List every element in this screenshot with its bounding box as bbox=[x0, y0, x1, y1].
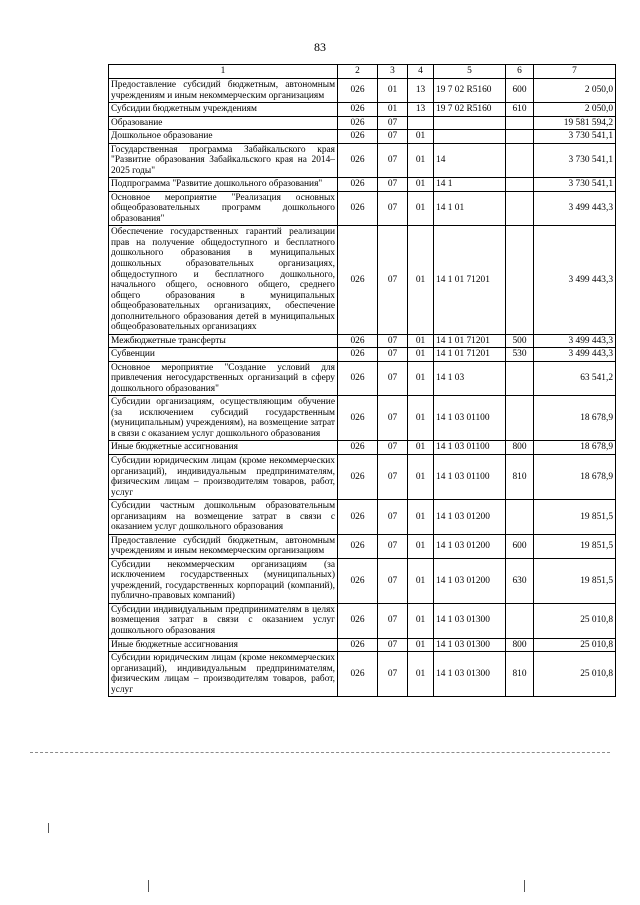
grbs-cell: 026 bbox=[338, 396, 378, 441]
target-article-cell: 14 1 bbox=[434, 178, 506, 192]
expense-type-cell: 530 bbox=[506, 348, 534, 362]
table-row bbox=[109, 652, 616, 697]
amount-cell: 19 851,5 bbox=[534, 500, 616, 535]
subsection-cell: 01 bbox=[408, 334, 434, 348]
subsection-cell: 01 bbox=[408, 652, 434, 697]
amount-cell: 2 050,0 bbox=[534, 79, 616, 103]
row-name-cell: Обеспечение государственных гарантий реализации прав на получение общедоступного и бесплатного дошкольного образования в муниципальных дошкольных образовательных организациях, общедоступного и бесплатного дошкольного, начального общего, основного общего, среднего общего образования в муниципальных общеобразовательных организациях, обеспечение дополнительного образования детей в муниципальных общеобразовательных организациях bbox=[109, 226, 338, 334]
grbs-cell: 026 bbox=[338, 143, 378, 178]
subsection-cell: 01 bbox=[408, 558, 434, 603]
expense-type-cell bbox=[506, 396, 534, 441]
grbs-cell: 026 bbox=[338, 348, 378, 362]
expense-type-cell: 500 bbox=[506, 334, 534, 348]
target-article-cell: 14 1 03 01100 bbox=[434, 396, 506, 441]
subsection-cell: 01 bbox=[408, 361, 434, 396]
scan-artifact-mark bbox=[148, 880, 149, 892]
expense-type-cell: 610 bbox=[506, 103, 534, 117]
amount-cell: 3 730 541,1 bbox=[534, 143, 616, 178]
target-article-cell: 14 1 03 01100 bbox=[434, 455, 506, 500]
amount-cell: 3 499 443,3 bbox=[534, 226, 616, 334]
row-name-cell: Субсидии юридическим лицам (кроме некоммерческих организаций), индивидуальным предпринимателям, физическим лицам – производителям товаров, работ, услуг bbox=[109, 652, 338, 697]
expense-type-cell bbox=[506, 178, 534, 192]
amount-cell: 3 499 443,3 bbox=[534, 191, 616, 226]
grbs-cell: 026 bbox=[338, 130, 378, 144]
amount-cell: 25 010,8 bbox=[534, 603, 616, 638]
row-name-cell: Государственная программа Забайкальского края "Развитие образования Забайкальского края на 2014–2025 годы" bbox=[109, 143, 338, 178]
table-row bbox=[109, 396, 616, 441]
amount-cell: 25 010,8 bbox=[534, 638, 616, 652]
subsection-cell: 01 bbox=[408, 603, 434, 638]
target-article-cell: 14 1 03 01200 bbox=[434, 500, 506, 535]
table-row bbox=[109, 441, 616, 455]
grbs-cell: 026 bbox=[338, 534, 378, 558]
section-cell: 07 bbox=[378, 455, 408, 500]
target-article-cell: 14 1 03 01300 bbox=[434, 638, 506, 652]
target-article-cell: 14 1 03 bbox=[434, 361, 506, 396]
expense-type-cell: 600 bbox=[506, 534, 534, 558]
row-name-cell: Предоставление субсидий бюджетным, автономным учреждениям и иным некоммерческим организациям bbox=[109, 79, 338, 103]
target-article-cell: 14 1 03 01200 bbox=[434, 558, 506, 603]
header-cell: 2 bbox=[338, 65, 378, 79]
table-row bbox=[109, 455, 616, 500]
subsection-cell: 01 bbox=[408, 396, 434, 441]
table-row bbox=[109, 334, 616, 348]
grbs-cell: 026 bbox=[338, 455, 378, 500]
subsection-cell: 01 bbox=[408, 143, 434, 178]
row-name-cell: Иные бюджетные ассигнования bbox=[109, 441, 338, 455]
scan-artifact-mark bbox=[524, 880, 525, 892]
header-cell: 3 bbox=[378, 65, 408, 79]
target-article-cell: 14 1 01 71201 bbox=[434, 334, 506, 348]
table-row bbox=[109, 103, 616, 117]
section-cell: 07 bbox=[378, 143, 408, 178]
target-article-cell: 14 1 01 71201 bbox=[434, 348, 506, 362]
amount-cell: 19 851,5 bbox=[534, 558, 616, 603]
table-row bbox=[109, 500, 616, 535]
header-cell: 6 bbox=[506, 65, 534, 79]
grbs-cell: 026 bbox=[338, 116, 378, 130]
subsection-cell: 01 bbox=[408, 130, 434, 144]
header-cell: 5 bbox=[434, 65, 506, 79]
grbs-cell: 026 bbox=[338, 178, 378, 192]
expense-type-cell: 810 bbox=[506, 652, 534, 697]
grbs-cell: 026 bbox=[338, 638, 378, 652]
target-article-cell: 14 1 01 bbox=[434, 191, 506, 226]
header-cell: 1 bbox=[109, 65, 338, 79]
expense-type-cell bbox=[506, 603, 534, 638]
expense-type-cell: 810 bbox=[506, 455, 534, 500]
subsection-cell: 01 bbox=[408, 226, 434, 334]
table-row bbox=[109, 143, 616, 178]
section-cell: 07 bbox=[378, 558, 408, 603]
amount-cell: 18 678,9 bbox=[534, 441, 616, 455]
page-number: 83 bbox=[314, 40, 326, 54]
section-cell: 07 bbox=[378, 130, 408, 144]
table-row bbox=[109, 226, 616, 334]
row-name-cell: Субсидии индивидуальным предпринимателям в целях возмещения затрат в связи с оказанием услуг дошкольного образования bbox=[109, 603, 338, 638]
row-name-cell: Основное мероприятие "Реализация основных общеобразовательных программ дошкольного образования" bbox=[109, 191, 338, 226]
section-cell: 07 bbox=[378, 226, 408, 334]
section-cell: 01 bbox=[378, 79, 408, 103]
subsection-cell: 13 bbox=[408, 103, 434, 117]
target-article-cell: 19 7 02 R5160 bbox=[434, 79, 506, 103]
amount-cell: 63 541,2 bbox=[534, 361, 616, 396]
section-cell: 07 bbox=[378, 603, 408, 638]
table-row bbox=[109, 348, 616, 362]
target-article-cell: 14 1 03 01300 bbox=[434, 652, 506, 697]
table-row bbox=[109, 116, 616, 130]
amount-cell: 3 730 541,1 bbox=[534, 178, 616, 192]
grbs-cell: 026 bbox=[338, 226, 378, 334]
grbs-cell: 026 bbox=[338, 103, 378, 117]
grbs-cell: 026 bbox=[338, 603, 378, 638]
row-name-cell: Субсидии юридическим лицам (кроме некоммерческих организаций), индивидуальным предпринимателям, физическим лицам – производителям товаров, работ, услуг bbox=[109, 455, 338, 500]
table-row bbox=[109, 361, 616, 396]
table-row bbox=[109, 191, 616, 226]
target-article-cell: 14 1 01 71201 bbox=[434, 226, 506, 334]
expense-type-cell bbox=[506, 500, 534, 535]
row-name-cell: Предоставление субсидий бюджетным, автономным учреждениям и иным некоммерческим организациям bbox=[109, 534, 338, 558]
expense-type-cell bbox=[506, 191, 534, 226]
amount-cell: 2 050,0 bbox=[534, 103, 616, 117]
subsection-cell: 01 bbox=[408, 348, 434, 362]
table-row bbox=[109, 603, 616, 638]
subsection-cell: 01 bbox=[408, 191, 434, 226]
section-cell: 07 bbox=[378, 638, 408, 652]
grbs-cell: 026 bbox=[338, 79, 378, 103]
target-article-cell: 14 1 03 01100 bbox=[434, 441, 506, 455]
amount-cell: 25 010,8 bbox=[534, 652, 616, 697]
subsection-cell: 13 bbox=[408, 79, 434, 103]
section-cell: 07 bbox=[378, 500, 408, 535]
subsection-cell: 01 bbox=[408, 178, 434, 192]
row-name-cell: Иные бюджетные ассигнования bbox=[109, 638, 338, 652]
section-cell: 07 bbox=[378, 348, 408, 362]
amount-cell: 18 678,9 bbox=[534, 455, 616, 500]
row-name-cell: Образование bbox=[109, 116, 338, 130]
grbs-cell: 026 bbox=[338, 361, 378, 396]
row-name-cell: Межбюджетные трансферты bbox=[109, 334, 338, 348]
grbs-cell: 026 bbox=[338, 334, 378, 348]
table-row bbox=[109, 178, 616, 192]
table-row bbox=[109, 558, 616, 603]
section-cell: 07 bbox=[378, 441, 408, 455]
target-article-cell bbox=[434, 130, 506, 144]
grbs-cell: 026 bbox=[338, 191, 378, 226]
expense-type-cell bbox=[506, 116, 534, 130]
target-article-cell: 14 1 03 01300 bbox=[434, 603, 506, 638]
grbs-cell: 026 bbox=[338, 500, 378, 535]
section-cell: 07 bbox=[378, 116, 408, 130]
expense-type-cell bbox=[506, 143, 534, 178]
target-article-cell bbox=[434, 116, 506, 130]
row-name-cell: Подпрограмма "Развитие дошкольного образования" bbox=[109, 178, 338, 192]
row-name-cell: Субсидии бюджетным учреждениям bbox=[109, 103, 338, 117]
row-name-cell: Субсидии некоммерческим организациям (за исключением государственных (муниципальных) учреждений, государственных корпораций (компаний), публично-правовых компаний) bbox=[109, 558, 338, 603]
subsection-cell: 01 bbox=[408, 534, 434, 558]
row-name-cell: Субсидии организациям, осуществляющим обучение (за исключением субсидий государственным (муниципальным) учреждениям), на возмещение затрат в связи с оказанием услуг дошкольного образования bbox=[109, 396, 338, 441]
table-row bbox=[109, 79, 616, 103]
header-cell: 4 bbox=[408, 65, 434, 79]
header-cell: 7 bbox=[534, 65, 616, 79]
grbs-cell: 026 bbox=[338, 441, 378, 455]
scan-artifact-mark bbox=[48, 823, 49, 833]
subsection-cell: 01 bbox=[408, 441, 434, 455]
section-cell: 07 bbox=[378, 191, 408, 226]
amount-cell: 3 499 443,3 bbox=[534, 334, 616, 348]
expense-type-cell: 800 bbox=[506, 638, 534, 652]
section-cell: 01 bbox=[378, 103, 408, 117]
table-row bbox=[109, 130, 616, 144]
expense-type-cell bbox=[506, 130, 534, 144]
expense-type-cell: 600 bbox=[506, 79, 534, 103]
grbs-cell: 026 bbox=[338, 558, 378, 603]
amount-cell: 3 730 541,1 bbox=[534, 130, 616, 144]
expense-type-cell bbox=[506, 361, 534, 396]
expense-type-cell bbox=[506, 226, 534, 334]
amount-cell: 3 499 443,3 bbox=[534, 348, 616, 362]
amount-cell: 19 851,5 bbox=[534, 534, 616, 558]
target-article-cell: 14 bbox=[434, 143, 506, 178]
section-cell: 07 bbox=[378, 178, 408, 192]
expense-type-cell: 630 bbox=[506, 558, 534, 603]
subsection-cell bbox=[408, 116, 434, 130]
section-cell: 07 bbox=[378, 361, 408, 396]
budget-table bbox=[108, 64, 616, 697]
amount-cell: 19 581 594,2 bbox=[534, 116, 616, 130]
amount-cell: 18 678,9 bbox=[534, 396, 616, 441]
section-cell: 07 bbox=[378, 334, 408, 348]
table-row bbox=[109, 638, 616, 652]
section-cell: 07 bbox=[378, 396, 408, 441]
scan-artifact-line bbox=[30, 752, 610, 753]
row-name-cell: Субсидии частным дошкольным образовательным организациям на возмещение затрат в связи с оказанием услуг дошкольного образования bbox=[109, 500, 338, 535]
subsection-cell: 01 bbox=[408, 638, 434, 652]
row-name-cell: Субвенции bbox=[109, 348, 338, 362]
grbs-cell: 026 bbox=[338, 652, 378, 697]
subsection-cell: 01 bbox=[408, 455, 434, 500]
section-cell: 07 bbox=[378, 652, 408, 697]
table-header-row bbox=[109, 65, 616, 79]
row-name-cell: Дошкольное образование bbox=[109, 130, 338, 144]
target-article-cell: 14 1 03 01200 bbox=[434, 534, 506, 558]
subsection-cell: 01 bbox=[408, 500, 434, 535]
target-article-cell: 19 7 02 R5160 bbox=[434, 103, 506, 117]
section-cell: 07 bbox=[378, 534, 408, 558]
expense-type-cell: 800 bbox=[506, 441, 534, 455]
table-row bbox=[109, 534, 616, 558]
row-name-cell: Основное мероприятие "Создание условий для привлечения негосударственных организаций в сферу дошкольного образования" bbox=[109, 361, 338, 396]
